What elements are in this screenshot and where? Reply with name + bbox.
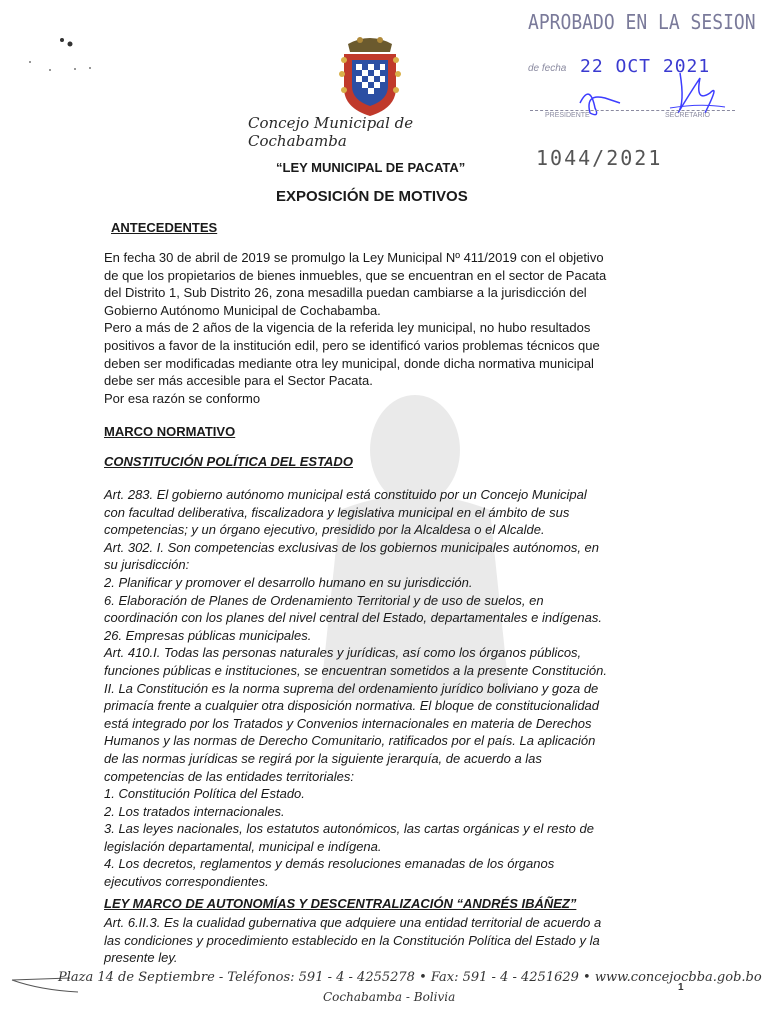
text-line: las condiciones y procedimiento establecido en la Constitución Política del Estado y la <box>104 932 600 948</box>
stamp-president-label: PRESIDENTE <box>545 112 590 119</box>
cpe-paragraph <box>104 486 684 891</box>
text-line: de las normas jurídicas se regirá por la siguiente jerarquía, de acuerdo a las <box>104 750 542 766</box>
stamp-signature-line <box>530 110 735 111</box>
text-line: del Distrito 1, Sub Distrito 26, zona mesadilla puedan cambiarse a la jurisdicción del <box>104 285 587 301</box>
section-title: EXPOSICIÓN DE MOTIVOS <box>276 188 468 205</box>
text-line: coordinación con los planes del nivel central del Estado, departamentales e indígenas. <box>104 610 602 626</box>
text-line: Pero a más de 2 años de la vigencia de la referida ley municipal, no hubo resultados <box>104 320 591 336</box>
text-line: 2. Los tratados internacionales. <box>104 803 285 819</box>
text-line: Art. 6.II.3. Es la cualidad gubernativa que adquiere una entidad territorial de acuerdo a <box>104 915 602 930</box>
cpe-heading: CONSTITUCIÓN POLÍTICA DEL ESTADO <box>104 454 353 469</box>
law-number: 1044/2021 <box>536 146 663 170</box>
text-line: ejecutivos correspondientes. <box>104 874 269 890</box>
stamp-date: 22 OCT 2021 <box>580 56 711 77</box>
text-line: II. La Constitución es la norma suprema del ordenamiento jurídico boliviano y goza de <box>104 680 599 696</box>
scan-specks <box>20 30 110 80</box>
text-line: Por esa razón se conformo <box>104 390 261 406</box>
text-line: 2. Planificar y promover el desarrollo humano en su jurisdicción. <box>104 574 473 590</box>
antecedentes-heading: ANTECEDENTES <box>111 220 218 235</box>
text-line: legislación departamental, municipal e indígena. <box>104 838 382 854</box>
stamp-secretary-label: SECRETARIO <box>665 112 710 119</box>
text-line: presente ley. <box>104 950 178 966</box>
text-line: positivos a favor de la institución edil, pero se identificó varios problemas técnicos que <box>104 337 600 353</box>
text-line: 3. Las leyes nacionales, los estatutos autonómicos, las cartas orgánicas y el resto de <box>104 821 594 837</box>
stamp-date-label: de fecha <box>528 63 567 74</box>
text-line: su jurisdicción: <box>104 557 190 573</box>
text-line: 1. Constitución Política del Estado. <box>104 786 305 802</box>
text-line: Humanos y las normas de Derecho Comunitario, ratificados por el país. La aplicación <box>104 733 596 749</box>
text-line: 6. Elaboración de Planes de Ordenamiento Territorial y de uso de suelos, en <box>104 592 544 608</box>
marco-normativo-heading: MARCO NORMATIVO <box>104 424 236 439</box>
approval-stamp <box>520 8 760 128</box>
footer-address: Plaza 14 de Septiembre - Teléfonos: 591 - 4 - 4255278 • Fax: 591 - 4 - 4251629 • www.concejocbba.gob.bo <box>58 970 762 985</box>
text-line: funciones públicas e instituciones, se encuentran sometidos a la presente Constitución. <box>104 662 607 678</box>
text-line: En fecha 30 de abril de 2019 se promulgo la Ley Municipal Nº 411/2019 con el objetivo <box>104 250 604 265</box>
text-line: debe ser más accesible para el Sector Pacata. <box>104 373 373 389</box>
text-line: 26. Empresas públicas municipales. <box>104 627 312 643</box>
lmad-paragraph <box>104 914 684 967</box>
text-line: Art. 302. I. Son competencias exclusivas de los gobiernos municipales autónomos, en <box>104 539 599 555</box>
stamp-approved-text: APROBADO EN LA SESION <box>528 10 756 35</box>
page-number: 1 <box>678 982 684 993</box>
text-line: competencias de las entidades territoriales: <box>104 768 355 784</box>
text-line: primacía frente a cualquier otra disposición normativa. El bloque de constitucionalidad <box>104 698 600 714</box>
text-line: competencias; y un órgano ejecutivo, presidido por la Alcaldesa o el Alcalde. <box>104 522 545 538</box>
city-crest-icon <box>330 30 410 118</box>
footer-city: Cochabamba - Bolivia <box>323 990 456 1004</box>
law-title: “LEY MUNICIPAL DE PACATA” <box>276 160 466 175</box>
antecedentes-paragraph <box>104 249 684 407</box>
text-line: está integrado por los Tratados y Convenios internacionales en materia de Derechos <box>104 715 592 731</box>
text-line: Art. 283. El gobierno autónomo municipal está constituido por un Concejo Municipal <box>104 487 587 502</box>
text-line: con facultad deliberativa, fiscalizadora y legislativa municipal en el ámbito de sus <box>104 504 570 520</box>
text-line: Gobierno Autónomo Municipal de Cochabamba. <box>104 302 381 318</box>
text-line: deben ser modificadas mediante otra ley municipal, donde dicha normativa municipal <box>104 355 594 371</box>
text-line: de que los propietarios de bienes inmuebles, que se encuentran en el sector de Pacata <box>104 267 607 283</box>
council-name: Concejo Municipal de Cochabamba <box>248 114 414 150</box>
lmad-heading: LEY MARCO DE AUTONOMÍAS Y DESCENTRALIZACIÓN “ANDRÉS IBÁÑEZ” <box>104 896 577 911</box>
text-line: Art. 410.I. Todas las personas naturales y jurídicas, así como los órganos públicos, <box>104 645 582 661</box>
text-line: 4. Los decretos, reglamentos y demás resoluciones emanadas de los órganos <box>104 856 555 872</box>
